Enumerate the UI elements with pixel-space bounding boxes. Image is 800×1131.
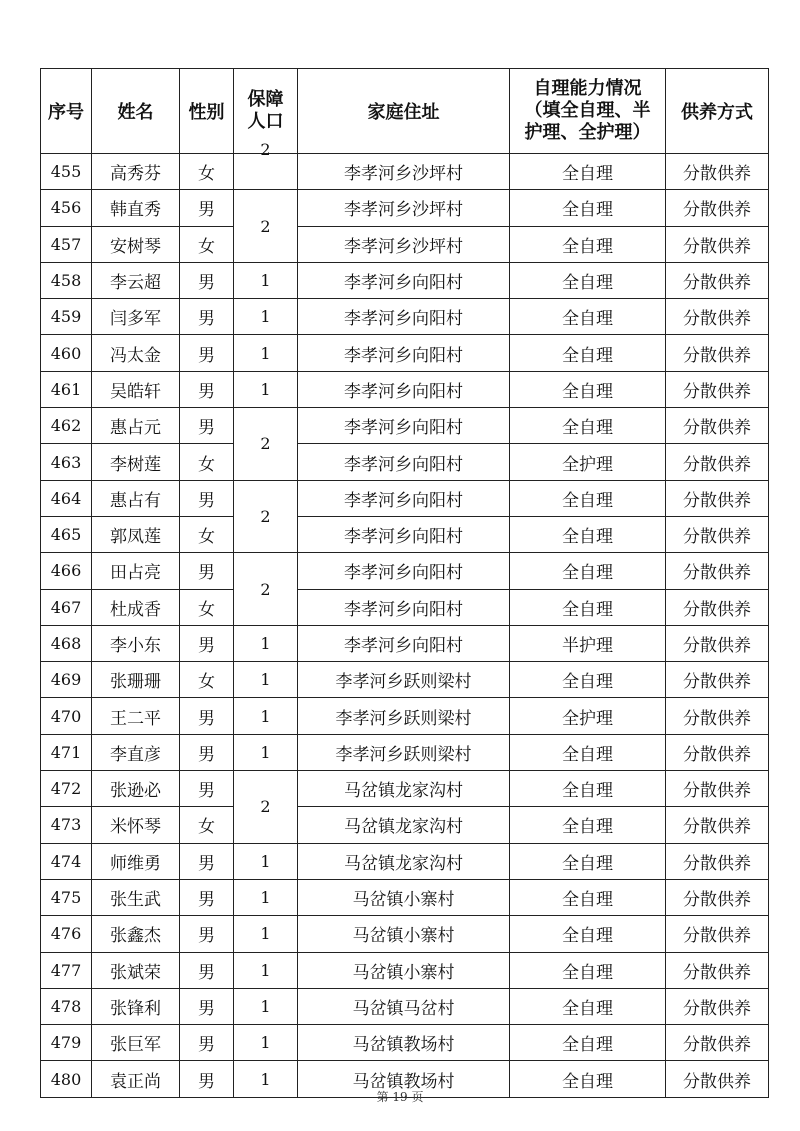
cell-name: 张巨军	[92, 1025, 180, 1061]
cell-seq: 464	[41, 480, 92, 516]
table-row	[41, 226, 769, 262]
header-ability: 自理能力情况（填全自理、半护理、全护理）	[510, 69, 666, 154]
cell-support: 分散供养	[666, 226, 769, 262]
cell-support: 分散供养	[666, 262, 769, 298]
cell-address: 李孝河乡向阳村	[298, 516, 510, 552]
cell-seq: 474	[41, 843, 92, 879]
cell-ability: 全自理	[510, 589, 666, 625]
cell-ability: 全自理	[510, 1061, 666, 1097]
table-row	[41, 771, 769, 807]
page-number: 第 19 页	[376, 1090, 424, 1104]
cell-seq: 462	[41, 408, 92, 444]
cell-gender: 男	[180, 480, 234, 516]
header-row	[41, 69, 769, 154]
cell-support: 分散供养	[666, 480, 769, 516]
cell-gender: 男	[180, 698, 234, 734]
cell-support: 分散供养	[666, 988, 769, 1024]
cell-address: 李孝河乡向阳村	[298, 335, 510, 371]
cell-name: 张逊必	[92, 771, 180, 807]
cell-gender: 男	[180, 335, 234, 371]
cell-seq: 471	[41, 734, 92, 770]
cell-support: 分散供养	[666, 1061, 769, 1097]
cell-seq: 477	[41, 952, 92, 988]
cell-address: 李孝河乡跃则梁村	[298, 662, 510, 698]
cell-gender: 男	[180, 262, 234, 298]
cell-ability: 全自理	[510, 916, 666, 952]
cell-seq: 467	[41, 589, 92, 625]
cell-address: 李孝河乡向阳村	[298, 408, 510, 444]
cell-ability: 全自理	[510, 516, 666, 552]
cell-count: 1	[234, 662, 298, 698]
cell-count: 2	[234, 408, 298, 481]
cell-seq: 463	[41, 444, 92, 480]
cell-name: 袁正尚	[92, 1061, 180, 1097]
cell-gender: 男	[180, 408, 234, 444]
cell-gender: 男	[180, 843, 234, 879]
cell-seq: 472	[41, 771, 92, 807]
cell-seq: 473	[41, 807, 92, 843]
cell-name: 张斌荣	[92, 952, 180, 988]
table-row	[41, 553, 769, 589]
cell-ability: 半护理	[510, 625, 666, 661]
cell-seq: 461	[41, 371, 92, 407]
cell-ability: 全自理	[510, 988, 666, 1024]
cell-count-value: 2	[260, 140, 271, 159]
table-row	[41, 589, 769, 625]
cell-gender: 男	[180, 190, 234, 226]
header-support: 供养方式	[666, 69, 769, 154]
cell-ability: 全自理	[510, 154, 666, 190]
cell-support: 分散供养	[666, 625, 769, 661]
table-row	[41, 988, 769, 1024]
table-row	[41, 807, 769, 843]
cell-count: 1	[234, 916, 298, 952]
cell-seq: 459	[41, 299, 92, 335]
cell-name: 吴皓轩	[92, 371, 180, 407]
table-row	[41, 335, 769, 371]
cell-address: 马岔镇小寨村	[298, 916, 510, 952]
cell-address: 李孝河乡向阳村	[298, 262, 510, 298]
cell-name: 惠占有	[92, 480, 180, 516]
cell-gender: 男	[180, 771, 234, 807]
cell-name: 田占亮	[92, 553, 180, 589]
cell-address: 李孝河乡向阳村	[298, 553, 510, 589]
cell-count: 1	[234, 988, 298, 1024]
cell-seq: 469	[41, 662, 92, 698]
cell-address: 马岔镇小寨村	[298, 879, 510, 915]
table-row	[41, 879, 769, 915]
cell-gender: 女	[180, 154, 234, 190]
cell-support: 分散供养	[666, 771, 769, 807]
cell-support: 分散供养	[666, 879, 769, 915]
cell-gender: 女	[180, 516, 234, 552]
cell-address: 马岔镇小寨村	[298, 952, 510, 988]
cell-support: 分散供养	[666, 734, 769, 770]
cell-count: 1	[234, 335, 298, 371]
cell-gender: 男	[180, 879, 234, 915]
cell-name: 冯太金	[92, 335, 180, 371]
cell-gender: 女	[180, 807, 234, 843]
cell-support: 分散供养	[666, 916, 769, 952]
cell-ability: 全护理	[510, 444, 666, 480]
table-row	[41, 408, 769, 444]
header-gender: 性别	[180, 69, 234, 154]
cell-ability: 全自理	[510, 190, 666, 226]
cell-seq: 465	[41, 516, 92, 552]
cell-address: 李孝河乡向阳村	[298, 625, 510, 661]
cell-address: 马岔镇龙家沟村	[298, 771, 510, 807]
cell-ability: 全自理	[510, 1025, 666, 1061]
cell-count: 2	[234, 480, 298, 553]
cell-address: 李孝河乡沙坪村	[298, 226, 510, 262]
cell-count: 1	[234, 879, 298, 915]
cell-ability: 全自理	[510, 480, 666, 516]
cell-count: 2	[234, 190, 298, 263]
cell-gender: 女	[180, 444, 234, 480]
cell-support: 分散供养	[666, 807, 769, 843]
cell-address: 李孝河乡向阳村	[298, 371, 510, 407]
cell-count: 1	[234, 1025, 298, 1061]
cell-count: 2	[234, 771, 298, 844]
cell-address: 马岔镇龙家沟村	[298, 807, 510, 843]
table-row	[41, 662, 769, 698]
cell-support: 分散供养	[666, 408, 769, 444]
cell-name: 高秀芬	[92, 154, 180, 190]
table-row	[41, 734, 769, 770]
cell-seq: 458	[41, 262, 92, 298]
cell-ability: 全自理	[510, 553, 666, 589]
cell-gender: 男	[180, 625, 234, 661]
cell-address: 李孝河乡跃则梁村	[298, 734, 510, 770]
table-row	[41, 190, 769, 226]
cell-support: 分散供养	[666, 698, 769, 734]
header-name: 姓名	[92, 69, 180, 154]
cell-count: 1	[234, 625, 298, 661]
cell-name: 李树莲	[92, 444, 180, 480]
cell-support: 分散供养	[666, 952, 769, 988]
table-body	[41, 140, 769, 1098]
cell-name: 李云超	[92, 262, 180, 298]
cell-address: 李孝河乡向阳村	[298, 299, 510, 335]
cell-gender: 男	[180, 553, 234, 589]
table-row	[41, 952, 769, 988]
cell-gender: 男	[180, 1025, 234, 1061]
cell-name: 闫多军	[92, 299, 180, 335]
cell-gender: 男	[180, 371, 234, 407]
cell-ability: 全自理	[510, 662, 666, 698]
cell-name: 郭凤莲	[92, 516, 180, 552]
cell-seq: 479	[41, 1025, 92, 1061]
cell-support: 分散供养	[666, 444, 769, 480]
cell-gender: 男	[180, 1061, 234, 1097]
cell-ability: 全护理	[510, 698, 666, 734]
table-row	[41, 625, 769, 661]
cell-ability: 全自理	[510, 371, 666, 407]
cell-name: 王二平	[92, 698, 180, 734]
cell-count	[234, 140, 298, 190]
cell-gender: 男	[180, 734, 234, 770]
cell-ability: 全自理	[510, 879, 666, 915]
cell-ability: 全自理	[510, 335, 666, 371]
cell-address: 李孝河乡向阳村	[298, 480, 510, 516]
cell-seq: 457	[41, 226, 92, 262]
cell-count: 1	[234, 262, 298, 298]
cell-support: 分散供养	[666, 516, 769, 552]
table-row	[41, 916, 769, 952]
cell-ability: 全自理	[510, 299, 666, 335]
cell-ability: 全自理	[510, 952, 666, 988]
cell-seq: 460	[41, 335, 92, 371]
cell-count: 1	[234, 952, 298, 988]
cell-ability: 全自理	[510, 262, 666, 298]
cell-name: 惠占元	[92, 408, 180, 444]
cell-seq: 468	[41, 625, 92, 661]
cell-ability: 全自理	[510, 734, 666, 770]
table-row	[41, 262, 769, 298]
cell-address: 李孝河乡沙坪村	[298, 154, 510, 190]
roster-table	[40, 68, 769, 1098]
cell-count: 2	[234, 553, 298, 626]
cell-name: 张鑫杰	[92, 916, 180, 952]
cell-count: 1	[234, 299, 298, 335]
cell-address: 马岔镇教场村	[298, 1061, 510, 1097]
cell-support: 分散供养	[666, 589, 769, 625]
cell-ability: 全自理	[510, 408, 666, 444]
cell-seq: 455	[41, 154, 92, 190]
cell-address: 李孝河乡跃则梁村	[298, 698, 510, 734]
cell-name: 李小东	[92, 625, 180, 661]
cell-support: 分散供养	[666, 553, 769, 589]
cell-name: 张珊珊	[92, 662, 180, 698]
cell-count: 1	[234, 1061, 298, 1097]
cell-gender: 男	[180, 916, 234, 952]
cell-ability: 全自理	[510, 843, 666, 879]
cell-gender: 男	[180, 299, 234, 335]
cell-seq: 470	[41, 698, 92, 734]
table-row	[41, 480, 769, 516]
cell-name: 米怀琴	[92, 807, 180, 843]
cell-ability: 全自理	[510, 226, 666, 262]
cell-address: 马岔镇龙家沟村	[298, 843, 510, 879]
cell-support: 分散供养	[666, 662, 769, 698]
table-row	[41, 1025, 769, 1061]
cell-address: 马岔镇马岔村	[298, 988, 510, 1024]
header-address: 家庭住址	[298, 69, 510, 154]
cell-support: 分散供养	[666, 843, 769, 879]
cell-address: 马岔镇教场村	[298, 1025, 510, 1061]
header-count: 保障人口	[234, 69, 298, 154]
cell-gender: 女	[180, 226, 234, 262]
cell-gender: 男	[180, 952, 234, 988]
table-row	[41, 843, 769, 879]
cell-address: 李孝河乡沙坪村	[298, 190, 510, 226]
cell-seq: 476	[41, 916, 92, 952]
cell-ability: 全自理	[510, 807, 666, 843]
cell-name: 张锋利	[92, 988, 180, 1024]
cell-support: 分散供养	[666, 190, 769, 226]
cell-support: 分散供养	[666, 299, 769, 335]
table-row	[41, 154, 769, 190]
cell-gender: 男	[180, 988, 234, 1024]
cell-seq: 478	[41, 988, 92, 1024]
cell-support: 分散供养	[666, 1025, 769, 1061]
cell-name: 安树琴	[92, 226, 180, 262]
table-row	[41, 516, 769, 552]
cell-count: 1	[234, 843, 298, 879]
cell-ability: 全自理	[510, 771, 666, 807]
cell-support: 分散供养	[666, 335, 769, 371]
cell-address: 李孝河乡向阳村	[298, 444, 510, 480]
cell-seq: 466	[41, 553, 92, 589]
header-seq: 序号	[41, 69, 92, 154]
cell-support: 分散供养	[666, 154, 769, 190]
cell-count: 1	[234, 698, 298, 734]
table-row	[41, 299, 769, 335]
cell-count: 1	[234, 734, 298, 770]
cell-seq: 456	[41, 190, 92, 226]
cell-name: 师维勇	[92, 843, 180, 879]
cell-count: 1	[234, 371, 298, 407]
cell-name: 韩直秀	[92, 190, 180, 226]
table-row	[41, 698, 769, 734]
table-row	[41, 444, 769, 480]
cell-seq: 475	[41, 879, 92, 915]
cell-name: 张生武	[92, 879, 180, 915]
cell-gender: 女	[180, 662, 234, 698]
cell-address: 李孝河乡向阳村	[298, 589, 510, 625]
cell-name: 李直彦	[92, 734, 180, 770]
cell-gender: 女	[180, 589, 234, 625]
cell-support: 分散供养	[666, 371, 769, 407]
table-row	[41, 371, 769, 407]
cell-name: 杜成香	[92, 589, 180, 625]
cell-seq: 480	[41, 1061, 92, 1097]
